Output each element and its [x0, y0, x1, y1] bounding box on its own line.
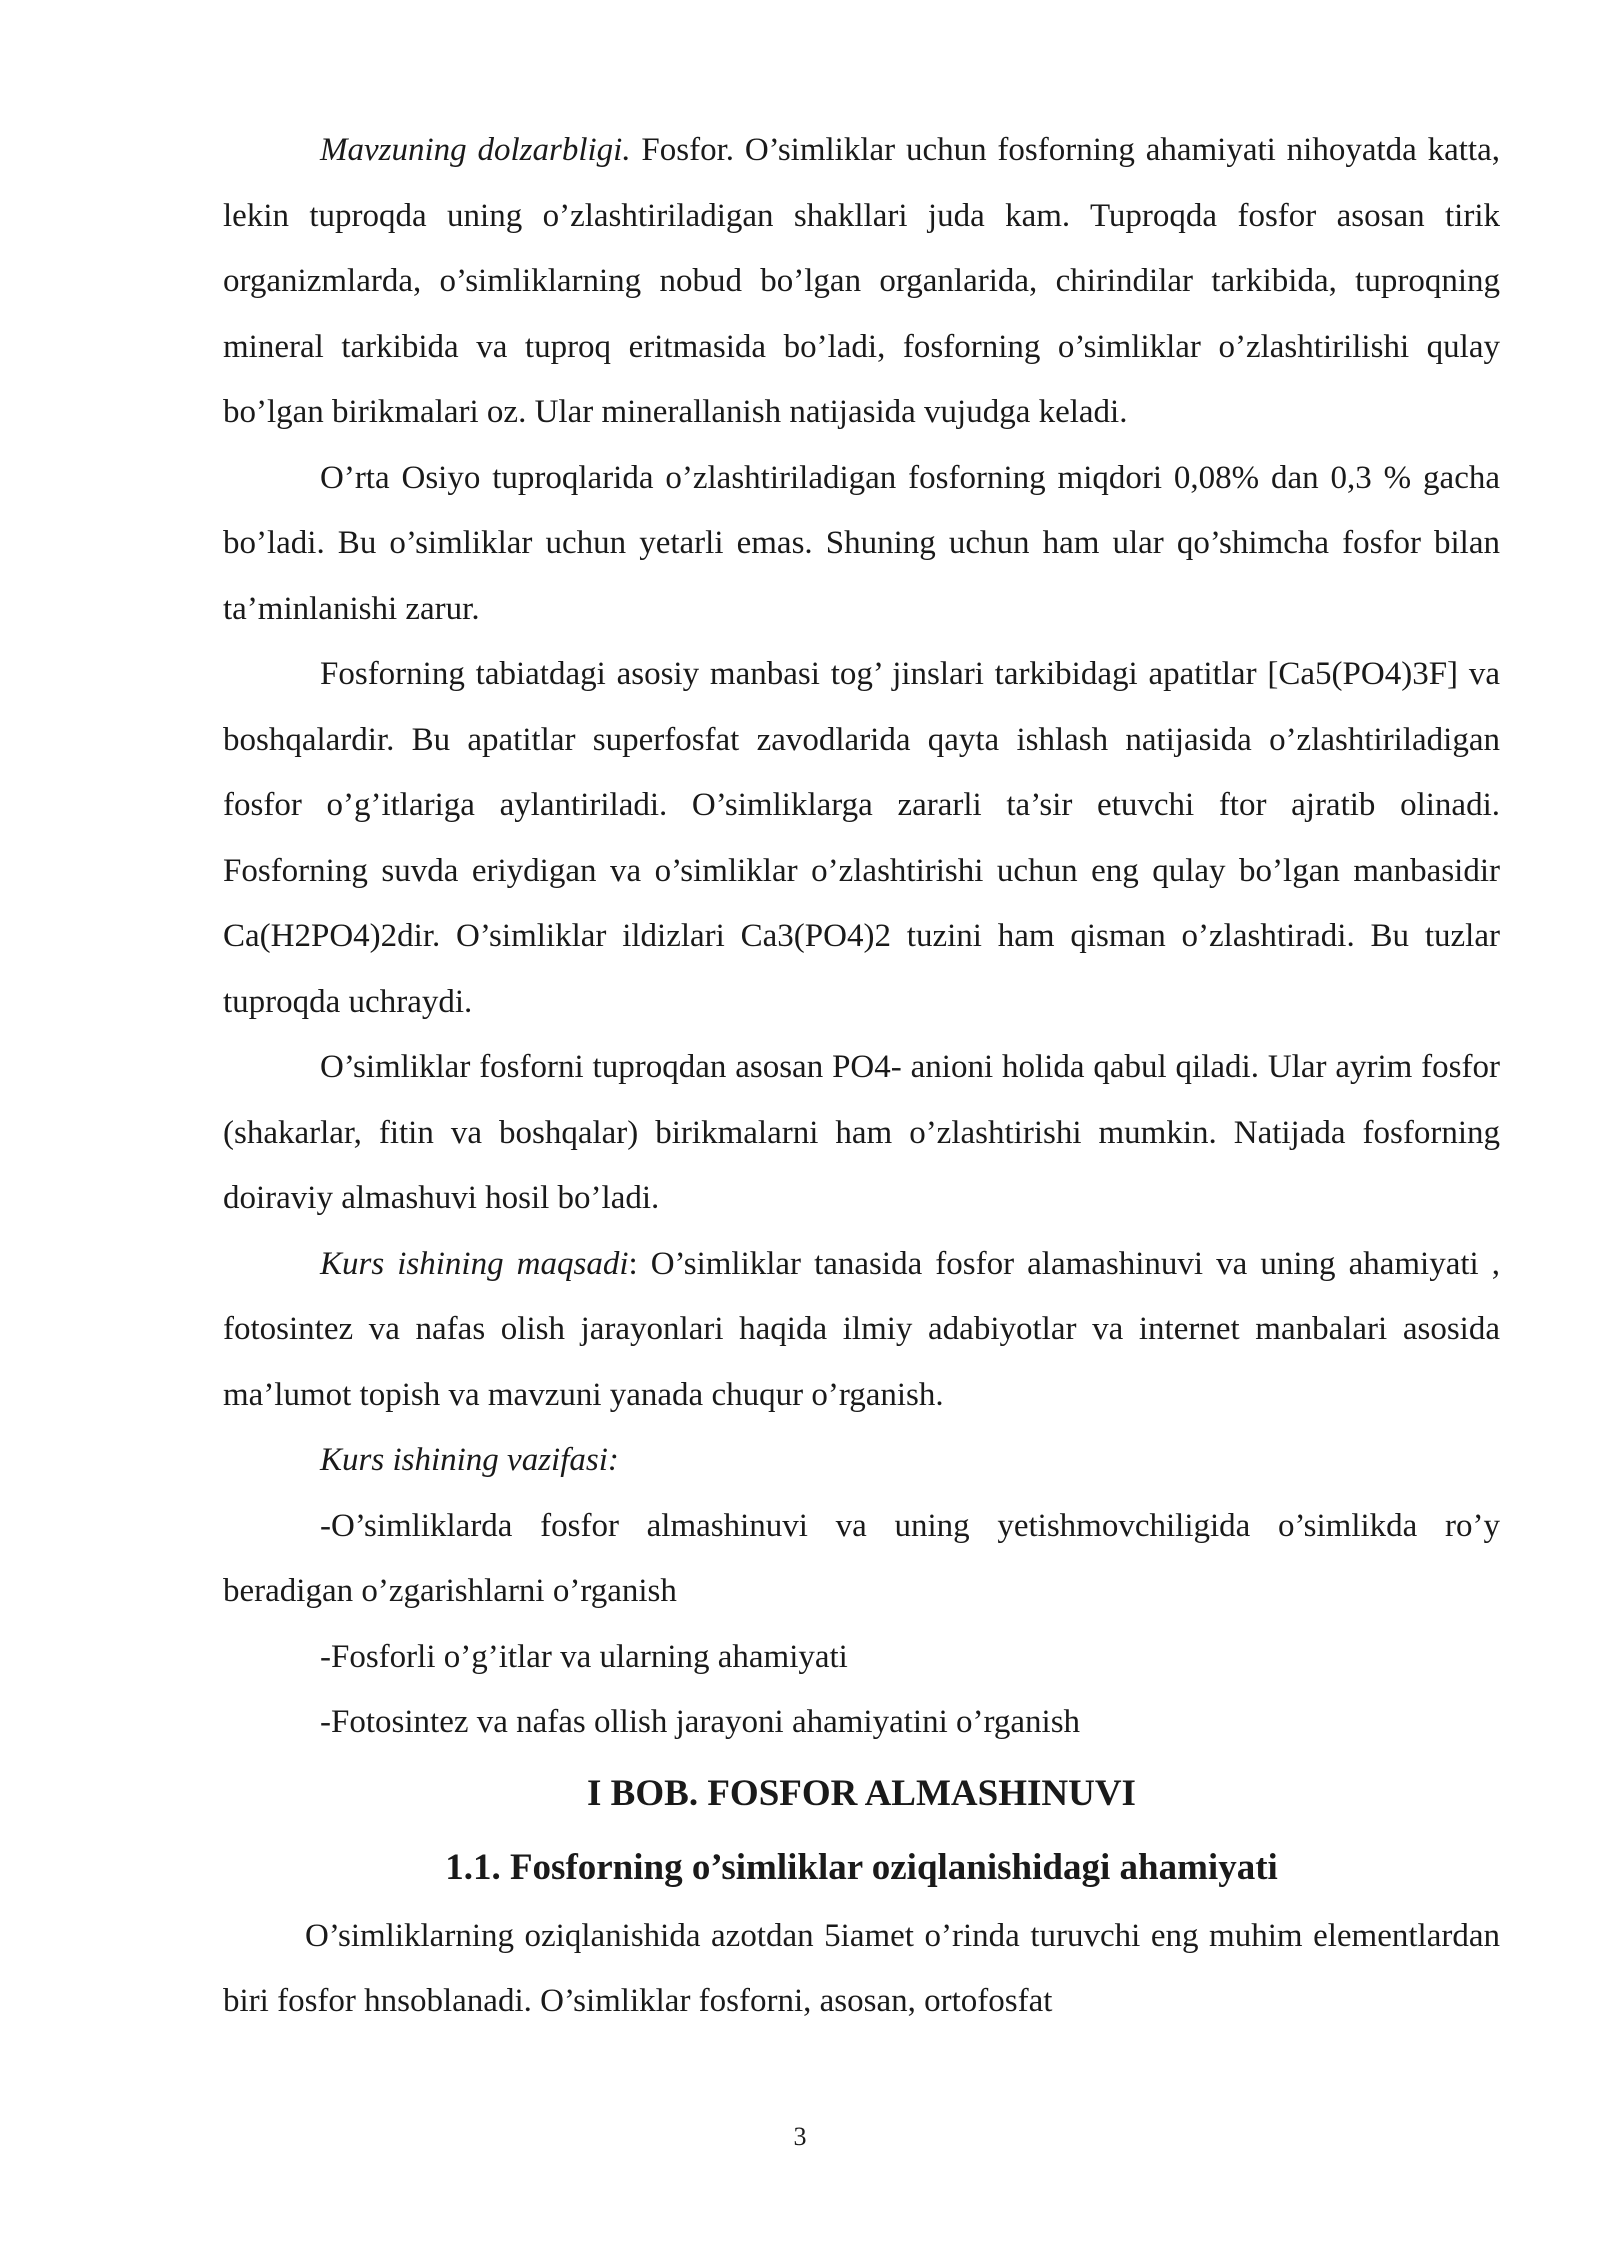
goal-label: Kurs ishining maqsadi: [320, 1245, 629, 1282]
paragraph-absorption: O’simliklar fosforni tuproqdan asosan PO4- anioni holida qabul qiladi. Ular ayrim fosfor (shakarlar, fitin va boshqalar) birikmalarni ham o’zlashtirishi mumkin. Natijada fosforning doiraviy almashuvi hosil bo’ladi.: [223, 1049, 1500, 1216]
tasks-label: Kurs ishining vazifasi:: [320, 1442, 619, 1478]
relevance-label: Mavzuning dolzarbligi.: [320, 132, 631, 168]
chapter-title: I BOB. FOSFOR ALMASHINUVI: [587, 1772, 1136, 1814]
paragraph-apatite-source: Fosforning tabiatdagi asosiy manbasi tog’ jinslari tarkibidagi apatitlar [Ca5(PO4)3F] va boshqalardir. Bu apatitlar superfosfat zavodlarida qayta ishlash natijasida o’zlashtiriladigan fosfor o’g’itlariga aylantiriladi. O’simliklarga zararli ta’sir etuvchi ftor ajratib olinadi. Fosforning suvda eriydigan va o’simliklar o’zlashtirishi uchun eng qulay bo’lgan manbasidir Ca(H2PO4)2dir. O’simliklar ildizlari Ca3(PO4)2 tuzini ham qisman o’zlashtiradi. Bu tuzlar tuproqda uchraydi.: [223, 656, 1500, 1020]
paragraph-goal: [223, 1232, 1500, 1429]
task-item: -O’simliklarda fosfor almashinuvi va uning yetishmovchiligida o’simlikda ro’y beradigan o’zgarishlarni o’rganish: [223, 1507, 1500, 1609]
paragraph-tasks-heading: [223, 1428, 1500, 1494]
relevance-text: Fosfor. O’simliklar uchun fosforning ahamiyati nihoyatda katta, lekin tuproqda uning o’zlashtiriladigan shakllari juda kam. Tuproqda fosfor asosan tirik organizmlarda, o’simliklarning nobud bo’lgan organlarida, chirindilar tarkibida, tuproqning mineral tarkibida va tuproq eritmasida bo’ladi, fosforning o’simliklar o’zlashtirilishi qulay bo’lgan birikmalari oz. Ular minerallanish natijasida vujudga keladi.: [223, 132, 1500, 430]
section-title: 1.1. Fosforning o’simliklar oziqlanishidagi ahamiyati: [445, 1846, 1278, 1888]
paragraph-section-intro: O’simliklarning oziqlanishida azotdan 5iamet o’rinda turuvchi eng muhim elementlardan biri fosfor hnsoblanadi. O’simliklar fosforni, asosan, ortofosfat: [223, 1917, 1500, 2019]
paragraph-relevance: [223, 118, 1500, 446]
page-number: 3: [793, 2122, 807, 2151]
document-page: [223, 118, 1500, 2035]
task-item: -Fotosintez va nafas ollish jarayoni ahamiyatini o’rganish: [320, 1704, 1081, 1740]
paragraph-phosphorus-amount: O’rta Osiyo tuproqlarida o’zlashtiriladigan fosforning miqdori 0,08% dan 0,3 % gacha bo’ladi. Bu o’simliklar uchun yetarli emas. Shuning uchun ham ular qo’shimcha fosfor bilan ta’minlanishi zarur.: [223, 459, 1500, 627]
task-item: -Fosforli o’g’itlar va ularning ahamiyati: [320, 1638, 848, 1675]
goal-text: : O’simliklar tanasida fosfor alamashinuvi va uning ahamiyati , fotosintez va nafas olish jarayonlari haqida ilmiy adabiyotlar va internet manbalari asosida ma’lumot topish va mavzuni yanada chuqur o’rganish.: [223, 1245, 1500, 1413]
